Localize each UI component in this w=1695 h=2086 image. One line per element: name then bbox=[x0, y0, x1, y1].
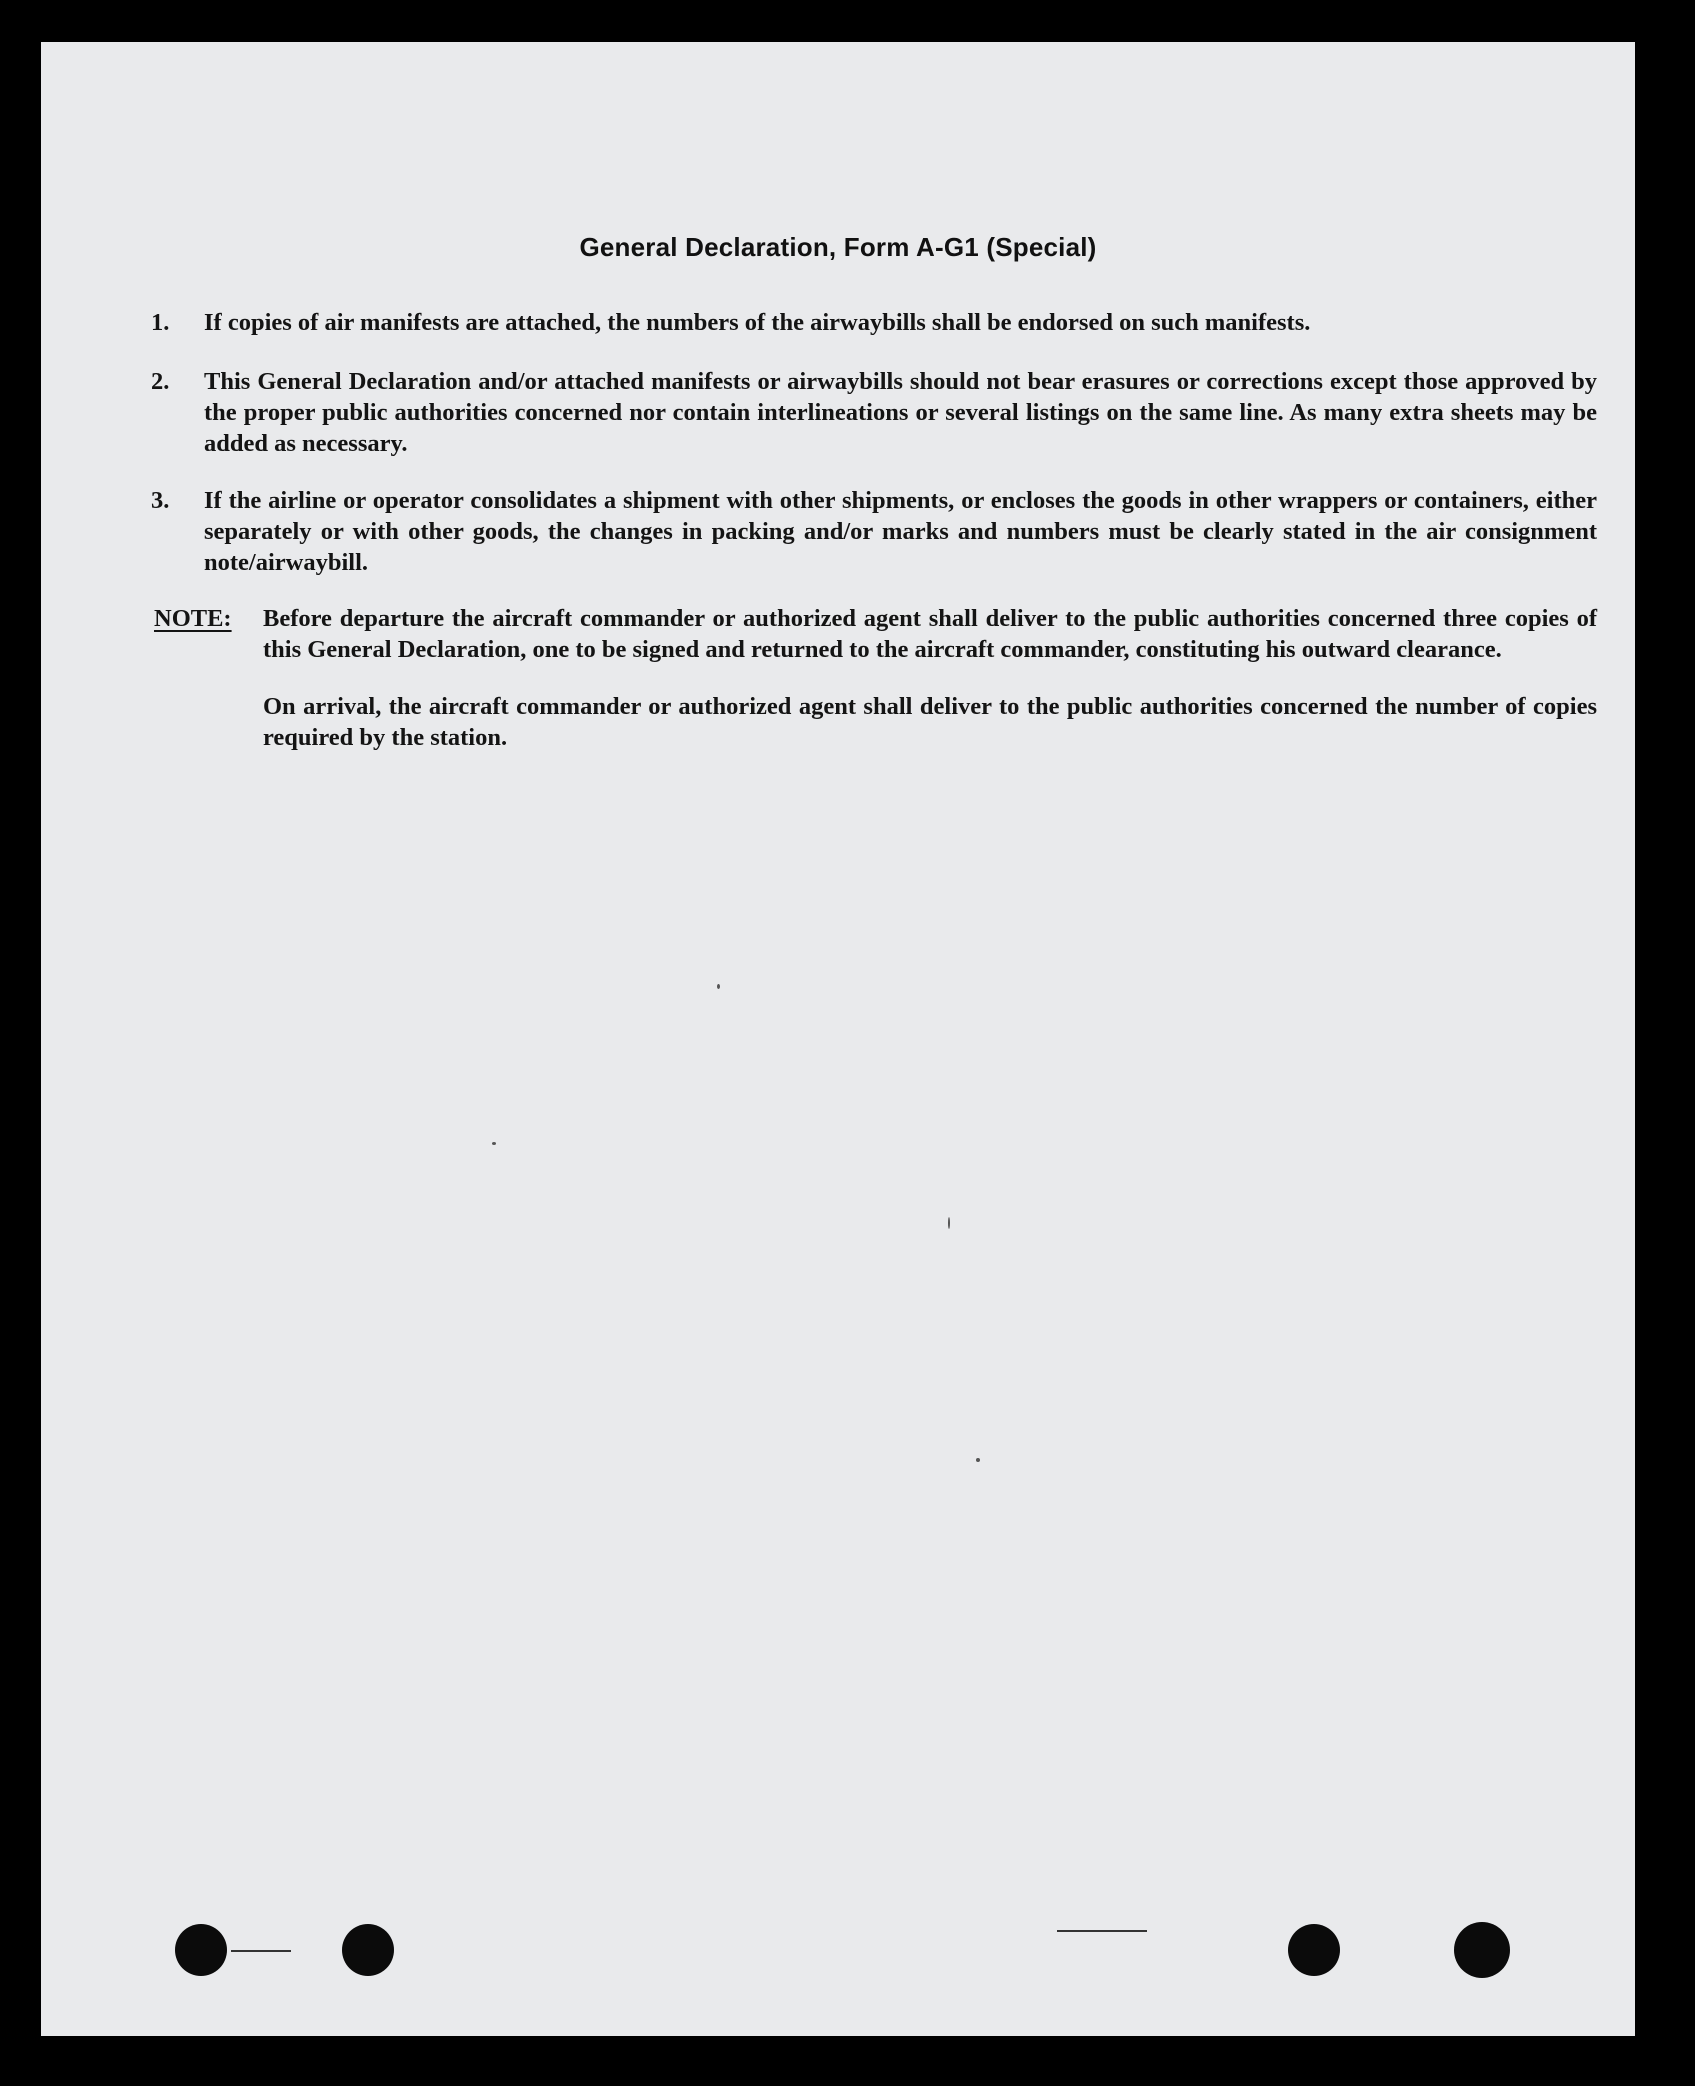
document-page bbox=[41, 42, 1635, 2036]
pencil-mark bbox=[231, 1950, 291, 1952]
binder-hole bbox=[1288, 1924, 1340, 1976]
item-number: 2. bbox=[151, 368, 170, 395]
note-label: NOTE: bbox=[154, 605, 232, 632]
note-paragraph-1: Before departure the aircraft commander or authorized agent shall deliver to the public authorities concerned three copies of this General Declaration, one to be signed and returned to the aircraft commander, constituting his outward clearance. bbox=[263, 605, 1597, 663]
scan-speck bbox=[717, 984, 720, 989]
item-text: If the airline or operator consolidates a shipment with other shipments, or encloses the goods in other wrappers or containers, either separately or with other goods, the changes in packing and/or marks and numbers must be clearly stated in the air consignment note/airwaybill. bbox=[204, 487, 1597, 576]
item-number: 3. bbox=[151, 487, 170, 514]
binder-hole bbox=[1454, 1922, 1510, 1978]
document-title: General Declaration, Form A-G1 (Special) bbox=[579, 232, 1097, 262]
note-section bbox=[154, 603, 1597, 753]
note-paragraph-2: On arrival, the aircraft commander or authorized agent shall deliver to the public authorities concerned the number of copies required by the station. bbox=[263, 693, 1597, 751]
binder-hole bbox=[175, 1924, 227, 1976]
pencil-mark bbox=[1057, 1930, 1147, 1932]
item-text: This General Declaration and/or attached manifests or airwaybills should not bear erasures or corrections except those approved by the proper public authorities concerned nor contain interlineations or several listings on the same line. As many extra sheets may be added as necessary. bbox=[204, 368, 1597, 457]
binder-hole bbox=[342, 1924, 394, 1976]
instruction-item-2 bbox=[151, 366, 1597, 459]
instruction-item-3 bbox=[151, 485, 1597, 578]
scan-speck bbox=[492, 1142, 496, 1145]
instruction-item-1 bbox=[151, 307, 1597, 338]
scan-speck bbox=[976, 1458, 980, 1462]
item-number: 1. bbox=[151, 309, 170, 336]
scan-speck bbox=[948, 1217, 950, 1229]
item-text: If copies of air manifests are attached, the numbers of the airwaybills shall be endorsed on such manifests. bbox=[204, 309, 1311, 336]
